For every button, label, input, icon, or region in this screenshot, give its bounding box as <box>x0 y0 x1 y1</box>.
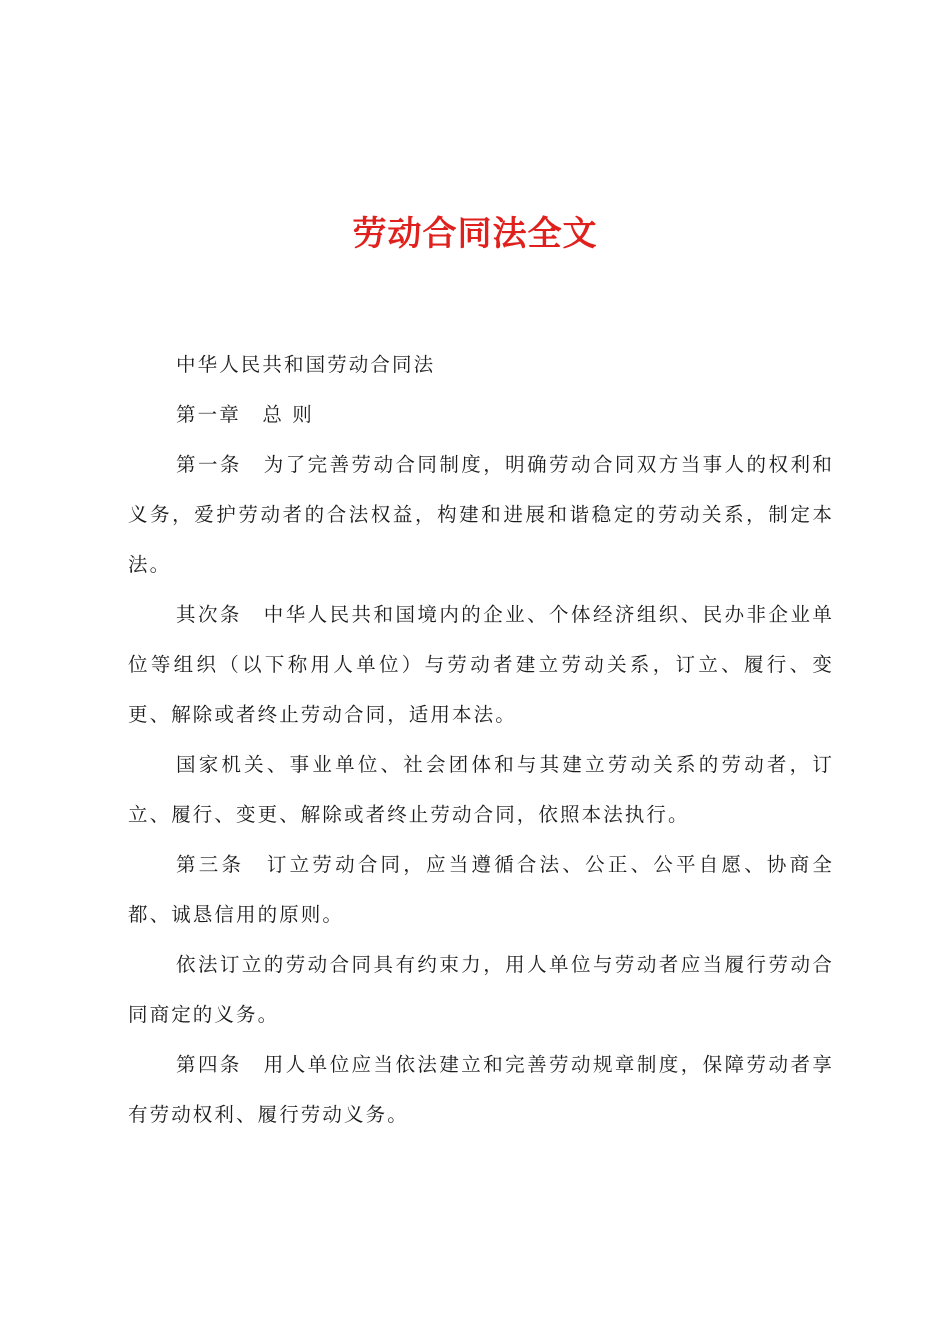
paragraph-article-3-clause: 依法订立的劳动合同具有约束力，用人单位与劳动者应当履行劳动合同商定的义务。 <box>128 953 834 1026</box>
paragraph-article-2: 其次条 中华人民共和国境内的企业、个体经济组织、民办非企业单位等组织（以下称用人单位）与劳动者建立劳动关系，订立、履行、变更、解除或者终止劳动合同，适用本法。 <box>128 603 834 726</box>
paragraph-article-2-clause: 国家机关、事业单位、社会团体和与其建立劳动关系的劳动者，订立、履行、变更、解除或者终止劳动合同，依照本法执行。 <box>128 753 834 826</box>
paragraph-chapter-heading: 第一章 总 则 <box>176 403 314 426</box>
paragraph-article-4: 第四条 用人单位应当依法建立和完善劳动规章制度，保障劳动者享有劳动权利、履行劳动义务。 <box>128 1053 834 1126</box>
document-title: 劳动合同法全文 <box>352 214 598 254</box>
paragraph-article-3: 第三条 订立劳动合同，应当遵循合法、公正、公平自愿、协商全都、诚恳信用的原则。 <box>128 853 834 926</box>
document-body <box>128 340 834 1140</box>
paragraph-law-name: 中华人民共和国劳动合同法 <box>176 353 436 376</box>
paragraph-article-1: 第一条 为了完善劳动合同制度，明确劳动合同双方当事人的权利和义务，爱护劳动者的合法权益，构建和进展和谐稳定的劳动关系，制定本法。 <box>128 453 834 576</box>
